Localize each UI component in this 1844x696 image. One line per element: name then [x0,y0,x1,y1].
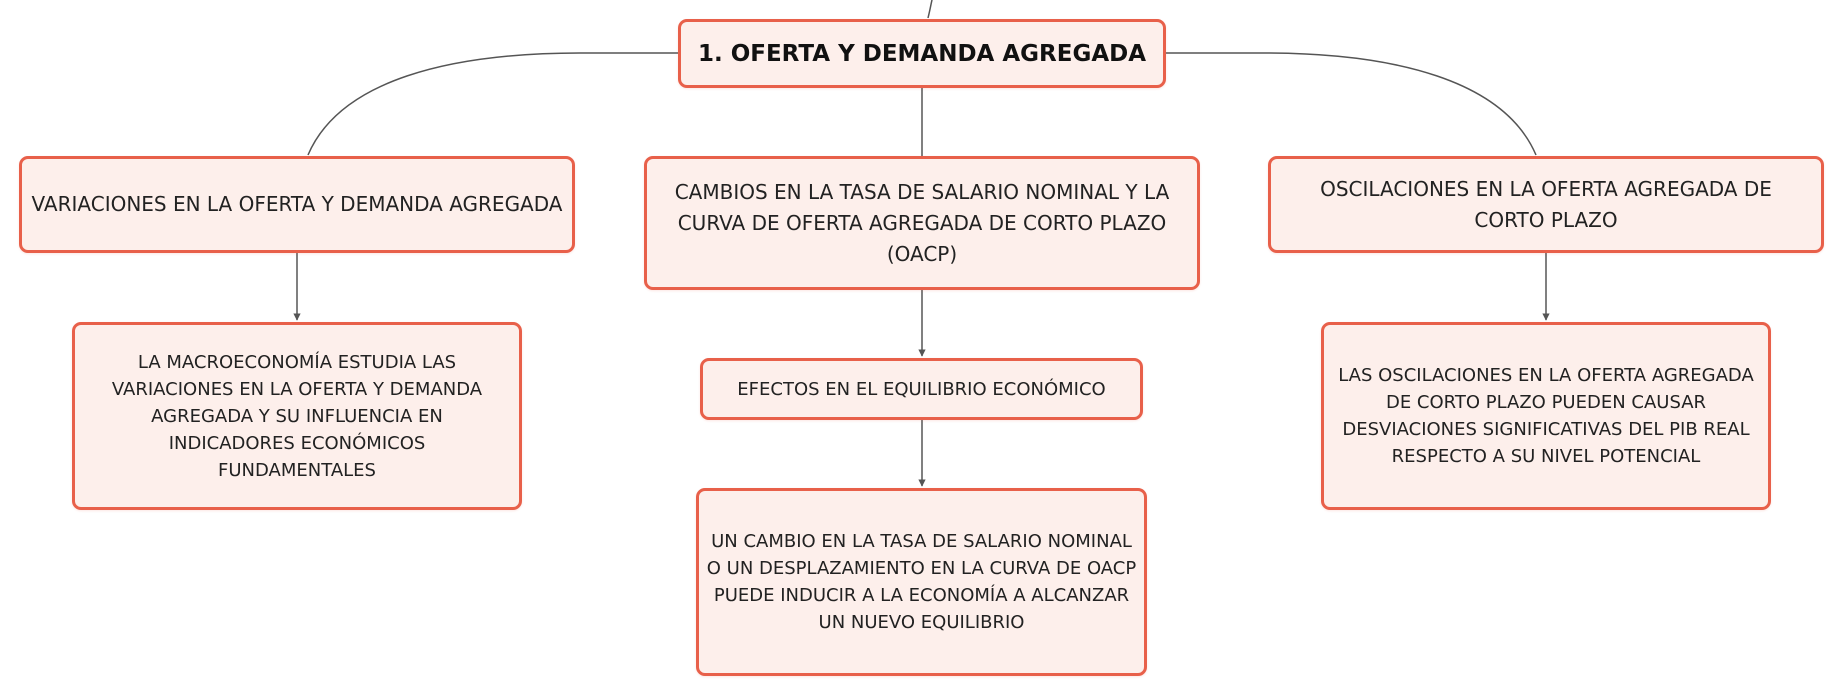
leaf-node-nuevo-equilibrio[interactable] [696,488,1147,676]
root-node[interactable] [678,19,1166,88]
leaf-label: LAS OSCILACIONES EN LA OFERTA AGREGADA DE CORTO PLAZO PUEDEN CAUSAR DESVIACIONES SIGNIFICATIVAS DEL PIB REAL RESPECTO A SU NIVEL POTENCIAL [1338,365,1754,467]
connector-root-branch-1 [308,53,678,155]
branch-label: VARIACIONES EN LA OFERTA Y DEMANDA AGREGADA [31,192,563,216]
root-label: 1. OFERTA Y DEMANDA AGREGADA [697,40,1147,67]
connector-root-parent [928,0,932,18]
leaf-label: LA MACROECONOMÍA ESTUDIA LAS VARIACIONES EN LA OFERTA Y DEMANDA AGREGADA Y SU INFLUENCIA EN INDICADORES ECONÓMICOS FUNDAMENTALES [111,351,483,481]
branch-label: OSCILACIONES EN LA OFERTA AGREGADA DE CORTO PLAZO [1320,176,1772,232]
leaf-node-desviaciones-pib[interactable] [1321,322,1771,510]
node-efectos-equilibrio[interactable] [700,358,1143,420]
leaf-node-macroeconomia[interactable] [72,322,522,510]
branch-node-oscilaciones[interactable] [1268,156,1824,253]
node-label: EFECTOS EN EL EQUILIBRIO ECONÓMICO [737,378,1106,400]
branch-node-cambios-salario[interactable] [644,156,1200,290]
branch-label: CAMBIOS EN LA TASA DE SALARIO NOMINAL Y LA CURVA DE OFERTA AGREGADA DE CORTO PLAZO (OACP) [674,179,1170,266]
branch-node-variaciones[interactable] [19,156,575,253]
leaf-label: UN CAMBIO EN LA TASA DE SALARIO NOMINAL O UN DESPLAZAMIENTO EN LA CURVA DE OACP PUEDE INDUCIR A LA ECONOMÍA A ALCANZAR UN NUEVO EQUILIBRIO [706,531,1137,633]
connector-root-branch-3 [1166,53,1536,155]
